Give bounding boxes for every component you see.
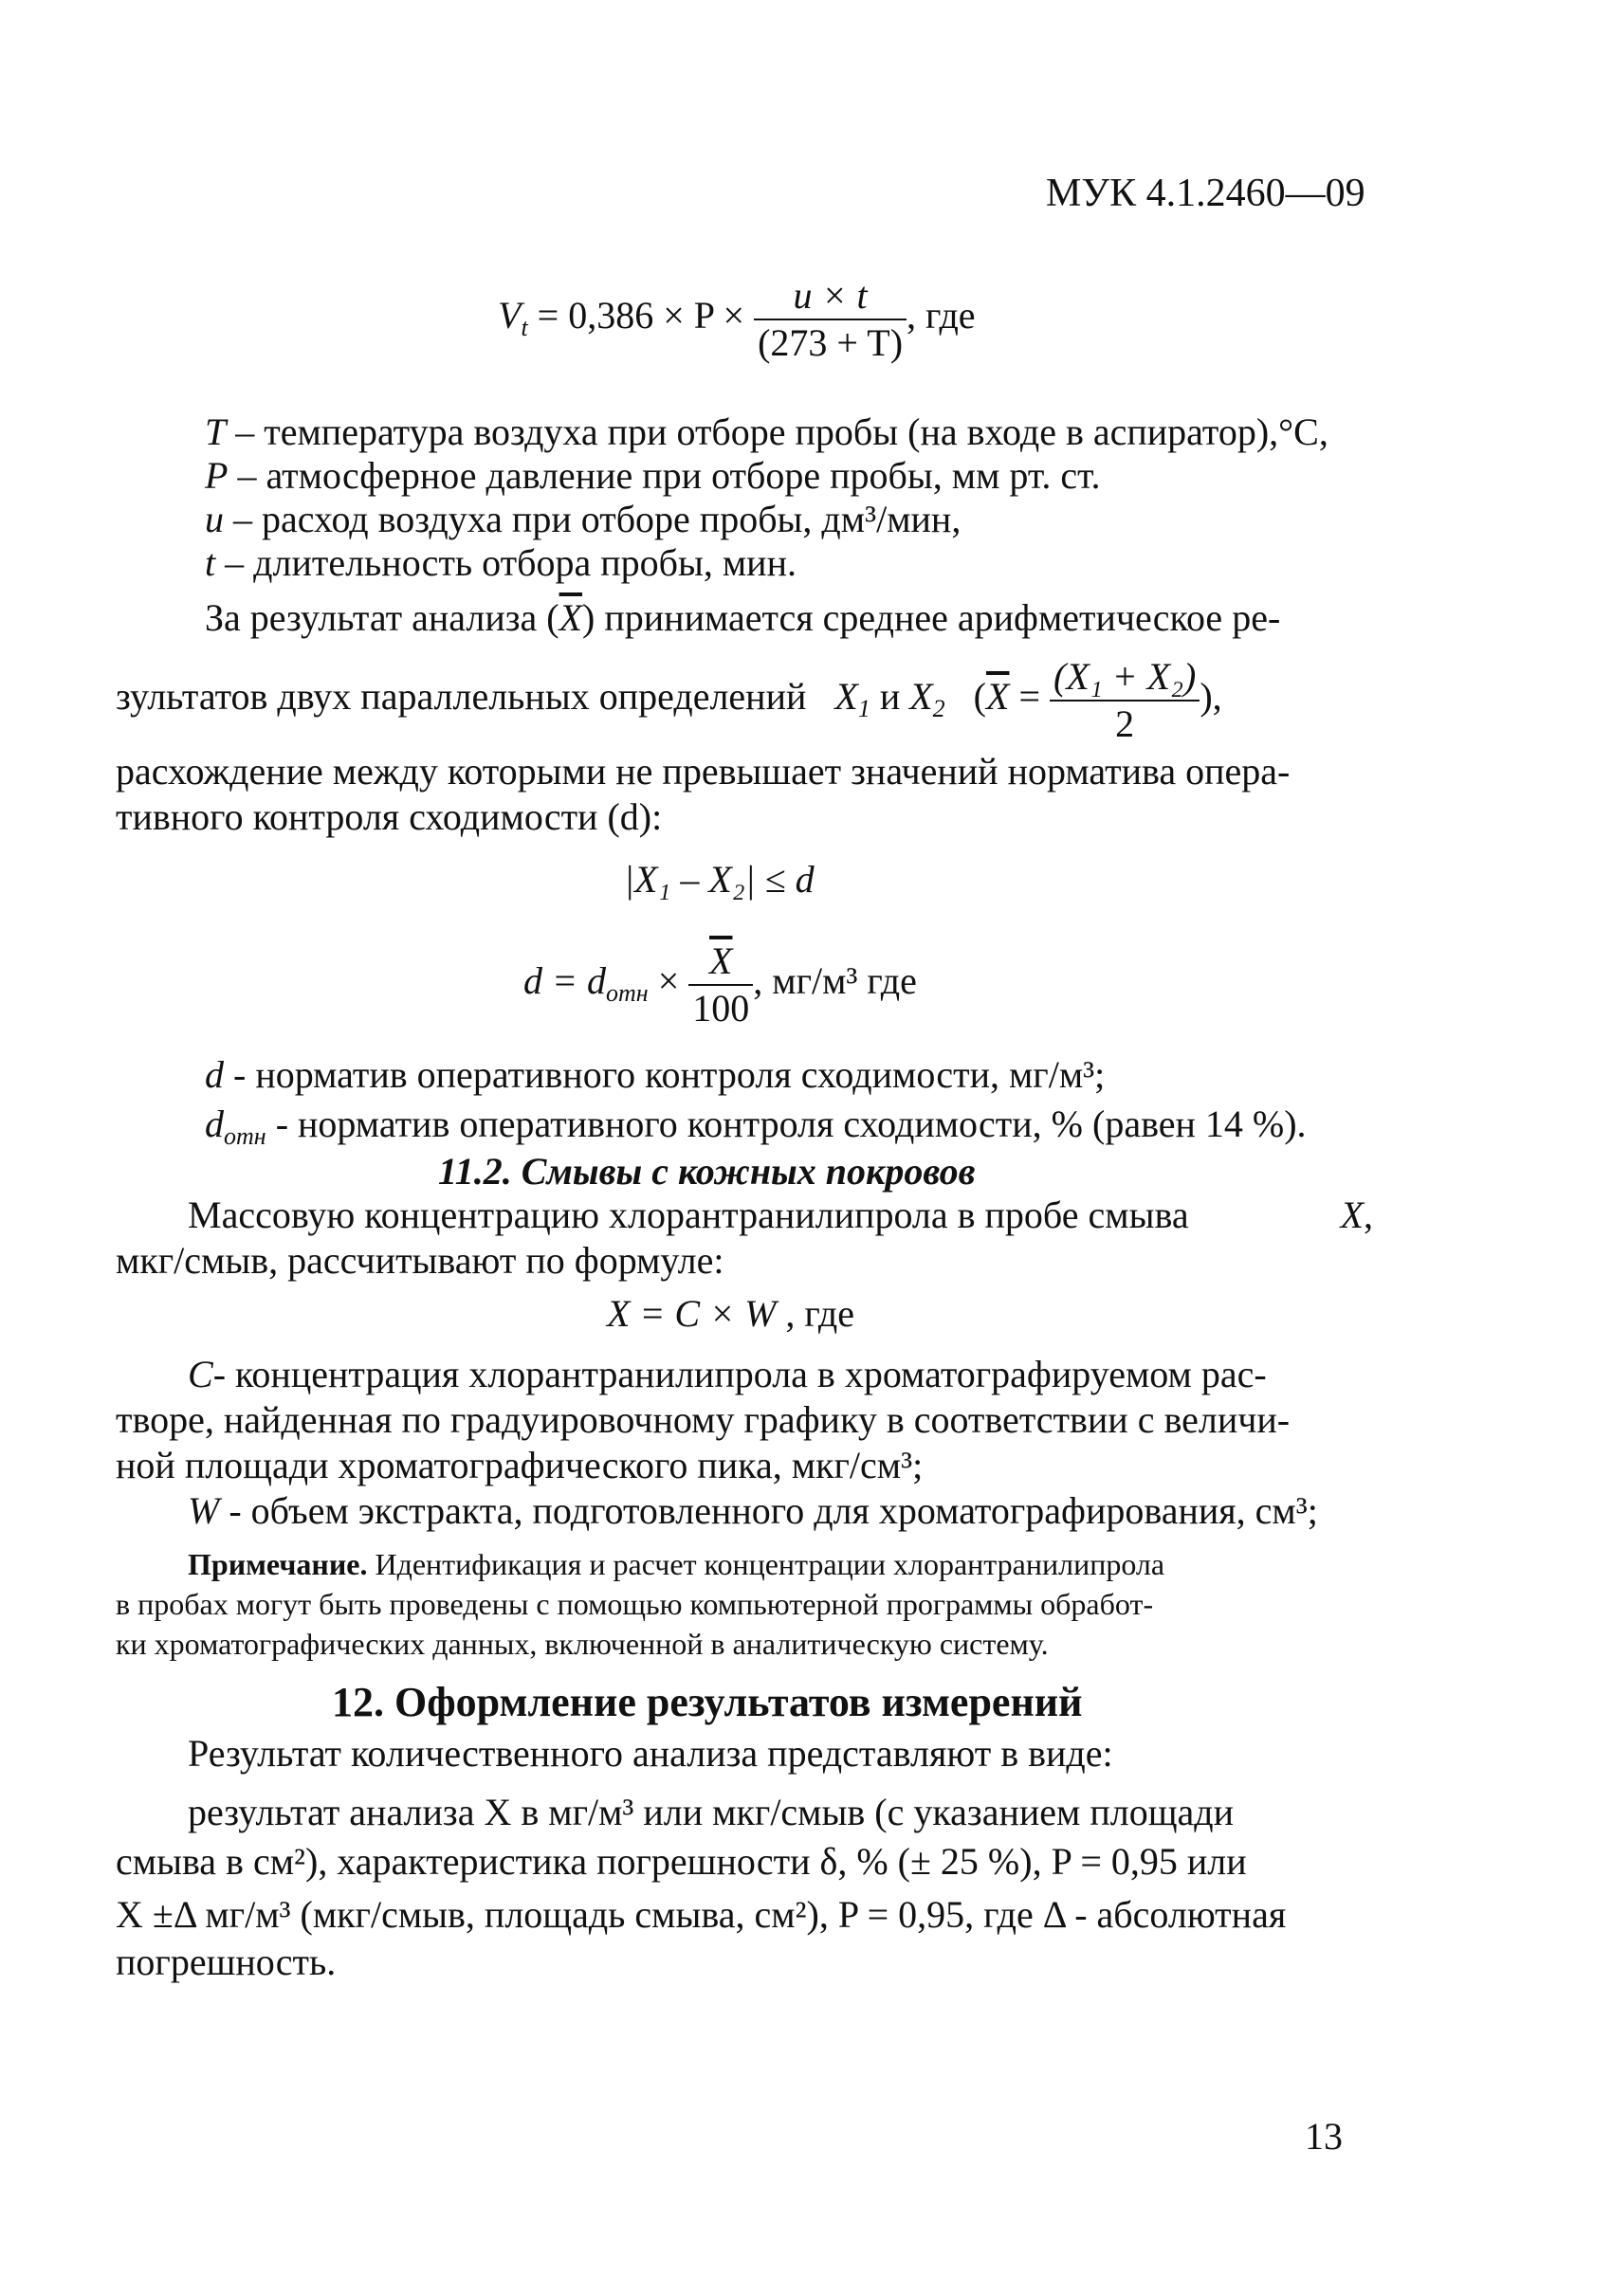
definition-text: – длительность отбора пробы, мин. xyxy=(215,541,797,584)
text-run: Массовую концентрацию хлорантранилипрола в пробе смыва xyxy=(188,1194,1189,1236)
text-run: , xyxy=(1364,1194,1373,1236)
x-mean-symbol: $\overline{X}$ xyxy=(559,596,583,639)
formula-volume xyxy=(498,273,976,366)
d-definition-text: - норматив оперативного контроля сходимости, мг/м³; xyxy=(224,1053,1106,1096)
note-label: Примечание. xyxy=(188,1547,368,1581)
definition-symbol: P xyxy=(205,454,229,497)
paragraph-line xyxy=(188,1352,1373,1397)
formula-d-numerator: $\overline{X}$ xyxy=(688,938,753,986)
note-line xyxy=(188,1545,1164,1583)
definition-text: – расход воздуха при отборе пробы, дм³/мин, xyxy=(224,498,962,540)
text-run: - концентрация хлорантранилипрола в хроматографируемом рас- xyxy=(212,1353,1267,1395)
c-symbol: C xyxy=(188,1353,213,1395)
x2-sub: 2 xyxy=(932,695,945,723)
formula-d-denominator: 100 xyxy=(692,987,750,1030)
text-run: ( xyxy=(973,675,986,719)
x2-symbol: X xyxy=(909,675,933,719)
x-symbol: X xyxy=(1340,1194,1364,1236)
definition-text: – атмосферное давление при отборе пробы, мм рт. ст. xyxy=(228,454,1101,497)
definition-text: – температура воздуха при отборе пробы (на входе в аспиратор),°С, xyxy=(226,410,1328,453)
paragraph-line xyxy=(116,654,1377,747)
paragraph-line: X ±Δ мг/м³ (мкг/смыв, площадь смыва, см²), P = 0,95, где Δ - абсолютная xyxy=(116,1893,1287,1936)
text-run: зультатов двух параллельных определений xyxy=(116,675,807,719)
x1-sub: 1 xyxy=(857,695,870,723)
w-symbol: W xyxy=(188,1489,220,1532)
text-run: ), xyxy=(1200,675,1222,719)
formula-volume-fraction xyxy=(754,273,907,366)
formula-d-times: × xyxy=(648,959,689,1003)
definition-symbol: T xyxy=(205,410,227,453)
formula-d-sub: отн xyxy=(606,979,649,1008)
document-code: МУК 4.1.2460—09 xyxy=(1046,172,1365,215)
paragraph-line: погрешность. xyxy=(116,1941,337,1983)
formula-x-expression: X = C × W xyxy=(607,1292,777,1335)
formula-volume-lhs: V xyxy=(498,294,522,337)
text-run: - объем экстракта, подготовленного для хроматографирования, см³; xyxy=(219,1489,1318,1532)
mean-denominator: 2 xyxy=(1115,702,1135,745)
formula-d-fraction xyxy=(688,938,753,1031)
d-symbol: d xyxy=(205,1053,224,1096)
d-definition-text: - норматив оперативного контроля сходимости, % (равен 14 %). xyxy=(266,1102,1307,1145)
paragraph-line xyxy=(188,1488,1318,1534)
formula-d-lhs: d = d xyxy=(523,959,606,1003)
formula-volume-eq: = 0,386 × P × xyxy=(537,294,745,337)
page-number: 13 xyxy=(1305,2115,1343,2158)
formula-d-tail: , мг/м³ где xyxy=(753,959,917,1003)
definition-line xyxy=(205,497,961,542)
paragraph-line: смыва в см²), характеристика погрешности δ, % (± 25 %), P = 0,95 или xyxy=(116,1840,1247,1883)
formula-x xyxy=(607,1291,854,1337)
section-heading-11-2: 11.2. Смывы с кожных покровов xyxy=(438,1150,976,1193)
text-run: За результат анализа ( xyxy=(205,596,559,639)
paragraph-line xyxy=(205,595,1280,641)
text-run: = xyxy=(1009,675,1050,719)
definition-line xyxy=(205,410,1328,455)
formula-d xyxy=(523,938,917,1031)
d-symbol: d xyxy=(205,1102,224,1145)
paragraph-line: ной площади хроматографического пика, мкг/см³; xyxy=(116,1444,924,1486)
paragraph-line: результат анализа X в мг/м³ или мкг/смыв (с указанием площади xyxy=(188,1791,1235,1833)
paragraph-line: расхождение между которыми не превышает значений норматива опера- xyxy=(116,750,1291,793)
definition-line xyxy=(205,453,1101,499)
formula-volume-lhs-sub: t xyxy=(521,314,528,342)
paragraph-line: Результат количественного анализа представляют в виде: xyxy=(188,1732,1113,1775)
paragraph-line xyxy=(116,794,662,840)
formula-volume-denominator: (273 + T) xyxy=(758,321,904,364)
paragraph-line xyxy=(188,1193,1373,1238)
x1-symbol: X xyxy=(834,675,858,719)
mean-fraction xyxy=(1050,654,1200,747)
formula-abs-difference: |X₁ – X₂| ≤ d xyxy=(624,858,815,901)
definition-symbol: u xyxy=(205,498,224,540)
d-definition-line xyxy=(205,1052,1105,1098)
note-text: Идентификация и расчет концентрации хлорантранилипрола xyxy=(367,1547,1165,1581)
section-heading-12: 12. Оформление результатов измерений xyxy=(332,1679,1083,1725)
x-mean-symbol: $\overline{X}$ xyxy=(986,675,1010,719)
text-run: и xyxy=(870,675,910,719)
text-run: ) принимается среднее арифметическое ре- xyxy=(582,596,1281,639)
note-line: ки хроматографических данных, включенной в аналитическую систему. xyxy=(116,1627,1049,1661)
note-line: в пробах могут быть проведены с помощью компьютерной программы обработ- xyxy=(116,1587,1154,1621)
formula-x-tail: , где xyxy=(776,1292,854,1335)
mean-numerator: (X₁ + X₂) xyxy=(1050,654,1200,702)
paragraph-line: творе, найденная по градуировочному графику в соответствии с величи- xyxy=(116,1398,1291,1441)
definition-line xyxy=(205,540,797,586)
formula-volume-numerator: u × t xyxy=(754,273,907,320)
definition-symbol: t xyxy=(205,541,216,584)
text-run: тивного контроля сходимости (d): xyxy=(116,795,663,838)
d-sub: отн xyxy=(224,1122,266,1150)
paragraph-line: мкг/смыв, рассчитывают по формуле: xyxy=(116,1239,724,1282)
formula-volume-tail: , где xyxy=(907,294,976,337)
